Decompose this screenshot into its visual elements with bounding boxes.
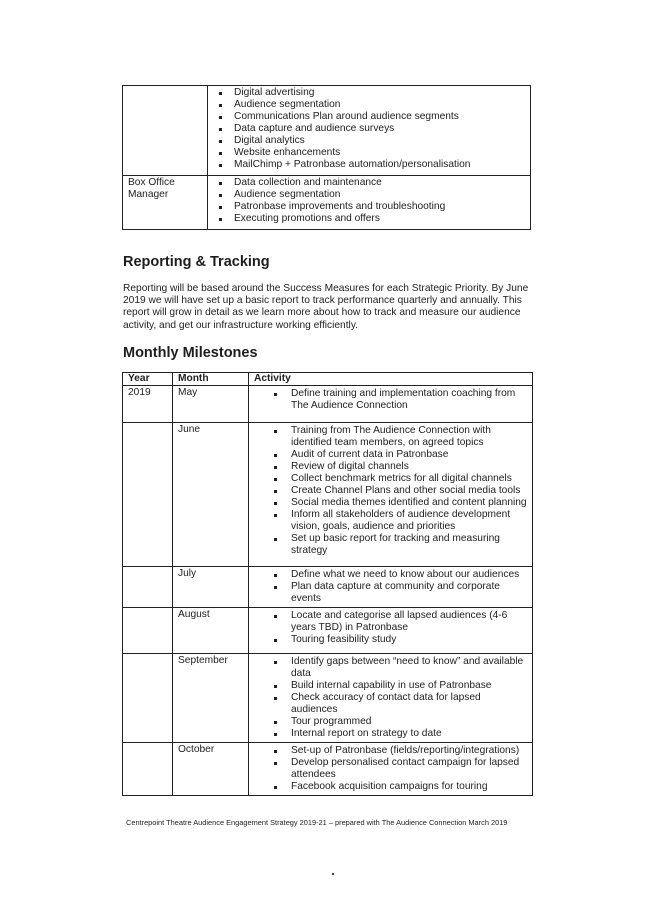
month-cell: August (173, 608, 249, 654)
table-row (123, 743, 533, 796)
page-footer: Centrepoint Theatre Audience Engagement Strategy 2019-21 – prepared with The Audience Connection March 2019 (126, 818, 508, 827)
list-item: Patronbase improvements and troubleshooting (212, 201, 526, 213)
list-item: Create Channel Plans and other social media tools (253, 485, 528, 497)
list-item: Inform all stakeholders of audience development vision, goals, audience and priorities (253, 509, 528, 533)
list-item: MailChimp + Patronbase automation/personalisation (212, 159, 526, 171)
list-item: Check accuracy of contact data for lapsed audiences (253, 692, 528, 716)
reporting-paragraph: Reporting will be based around the Success Measures for each Strategic Priority. By June 2019 we will have set up a basic report to track performance quarterly and annually. This report will grow in detail as we learn more about how to track and measure our audience activity, and get our infrastructure working efficiently. (123, 283, 529, 331)
list-item: Collect benchmark metrics for all digital channels (253, 473, 528, 485)
activity-cell (249, 654, 533, 743)
year-cell (123, 654, 173, 743)
list-item: Review of digital channels (253, 461, 528, 473)
column-header-month: Month (173, 373, 249, 386)
roles-table (122, 85, 531, 230)
list-item: Develop personalised contact campaign for lapsed attendees (253, 757, 528, 781)
month-cell: September (173, 654, 249, 743)
list-item: Touring feasibility study (253, 634, 528, 646)
list-item: Plan data capture at community and corporate events (253, 581, 528, 605)
month-cell: June (173, 423, 249, 567)
section-heading-reporting: Reporting & Tracking (123, 254, 270, 270)
table-row (123, 86, 531, 176)
responsibilities-cell (208, 176, 531, 230)
column-header-year: Year (123, 373, 173, 386)
responsibilities-list (212, 177, 526, 225)
table-row (123, 423, 533, 567)
activity-list (253, 388, 528, 412)
activity-cell (249, 743, 533, 796)
list-item: Executing promotions and offers (212, 213, 526, 225)
activity-cell (249, 608, 533, 654)
role-cell (123, 86, 208, 176)
list-item: Set-up of Patronbase (fields/reporting/integrations) (253, 745, 528, 757)
list-item: Training from The Audience Connection with identified team members, on agreed topics (253, 425, 528, 449)
list-item: Internal report on strategy to date (253, 728, 528, 740)
month-cell: October (173, 743, 249, 796)
list-item: Digital analytics (212, 135, 526, 147)
list-item: Define what we need to know about our audiences (253, 569, 528, 581)
list-item: Audience segmentation (212, 189, 526, 201)
year-cell (123, 743, 173, 796)
list-item: Tour programmed (253, 716, 528, 728)
milestones-table (122, 372, 533, 796)
list-item: Digital advertising (212, 87, 526, 99)
year-cell (123, 423, 173, 567)
list-item: Define training and implementation coaching from The Audience Connection (253, 388, 528, 412)
role-cell: Box Office Manager (123, 176, 208, 230)
activity-list (253, 569, 528, 605)
activity-list (253, 610, 528, 646)
list-item: Audience segmentation (212, 99, 526, 111)
month-cell: May (173, 386, 249, 423)
scan-dot (332, 873, 334, 875)
list-item: Facebook acquisition campaigns for touring (253, 781, 528, 793)
list-item: Social media themes identified and content planning (253, 497, 528, 509)
responsibilities-cell (208, 86, 531, 176)
list-item: Website enhancements (212, 147, 526, 159)
column-header-activity: Activity (249, 373, 533, 386)
activity-list (253, 745, 528, 793)
activity-cell (249, 386, 533, 423)
table-row (123, 567, 533, 608)
year-cell (123, 608, 173, 654)
activity-list (253, 656, 528, 740)
table-row (123, 608, 533, 654)
year-cell (123, 567, 173, 608)
table-row (123, 654, 533, 743)
table-header-row (123, 373, 533, 386)
list-item: Communications Plan around audience segments (212, 111, 526, 123)
list-item: Locate and categorise all lapsed audiences (4-6 years TBD) in Patronbase (253, 610, 528, 634)
responsibilities-list (212, 87, 526, 171)
table-row (123, 176, 531, 230)
activity-list (253, 425, 528, 557)
list-item: Data collection and maintenance (212, 177, 526, 189)
list-item: Build internal capability in use of Patronbase (253, 680, 528, 692)
activity-cell (249, 423, 533, 567)
list-item: Data capture and audience surveys (212, 123, 526, 135)
section-heading-milestones: Monthly Milestones (123, 345, 258, 361)
activity-cell (249, 567, 533, 608)
table-row (123, 386, 533, 423)
list-item: Set up basic report for tracking and measuring strategy (253, 533, 528, 557)
list-item: Identify gaps between “need to know” and available data (253, 656, 528, 680)
year-cell: 2019 (123, 386, 173, 423)
month-cell: July (173, 567, 249, 608)
list-item: Audit of current data in Patronbase (253, 449, 528, 461)
